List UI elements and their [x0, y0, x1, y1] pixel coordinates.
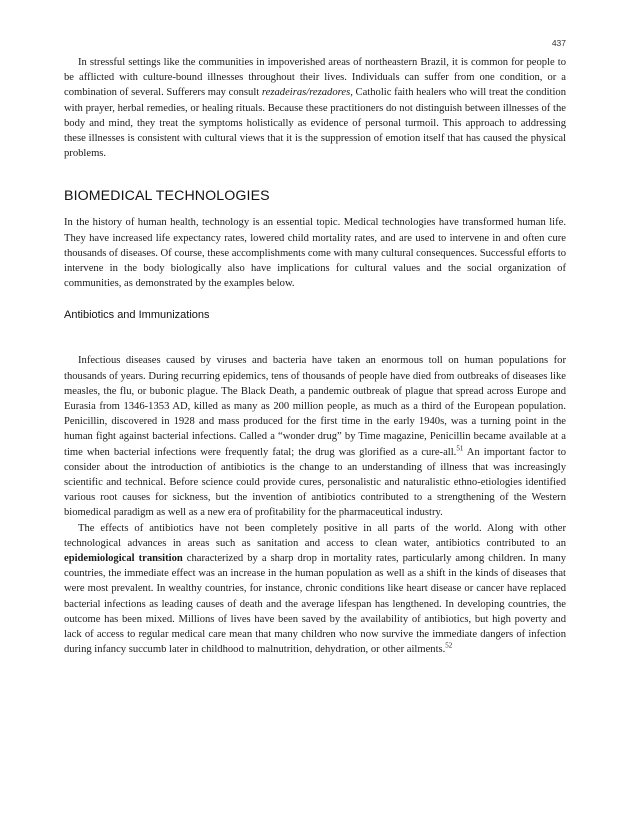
text-run: In stressful settings like the communities in impoverished areas of northeastern Brazil, it is common for people to be afflicted with culture-bound illnesses throughout their lives. Individuals can suffer from one condition, or a combination of several. Sufferers may consult — [64, 57, 566, 99]
bold-term: epidemiological transition — [64, 553, 183, 565]
page-number: 437 — [551, 38, 566, 48]
text-run: , Catholic faith healers who will treat the condition with prayer, herbal remedies, or healing rituals. Because these practitioners do not distinguish between illnesses of the body and mind, they treat the symptoms holistically as evidence of personal turmoil. This approach to addressing these illnesses is consistent with cultural views that it is the suppression of emotion itself that has caused the physical problems. — [64, 87, 566, 160]
italic-term: rezadeiras/rezadores — [261, 87, 351, 99]
page-content — [64, 55, 566, 658]
paragraph-infectious-diseases — [64, 353, 566, 520]
paragraph-effects-of-antibiotics — [64, 521, 566, 658]
subsection-heading-antibiotics: Antibiotics and Immunizations — [64, 309, 210, 322]
text-run: Infectious diseases caused by viruses and bacteria have taken an enormous toll on human populations for thousands of years. During recurring epidemics, tens of thousands of people have died from outbreaks of diseases like measles, the flu, or bubonic plague. The Black Death, a pandemic outbreak of plague that spread across Europe and Eurasia from 1346-1353 AD, killed as many as 200 million people, as much as a third of the European population. Penicillin, discovered in 1928 and mass produced for the first time in the early 1940s, was a turning point in the human fight against bacterial infections. Called a “wonder drug” by Time magazine, Penicillin became available at a time when bacterial infections were frequently fatal; the drug was glorified as a cure-all. — [64, 355, 566, 458]
footnote-reference: 52 — [445, 641, 453, 650]
text-run: characterized by a sharp drop in mortality rates, particularly among children. In many countries, the immediate effect was an increase in the human population as well as a shift in the kinds of diseases that were most prevalent. In wealthy countries, for instance, chronic conditions like heart disease or cancer have replaced bacterial infections as leading causes of death and the average lifespan has lengthened. In developing countries, the outcome has been mixed. Millions of lives have been saved by the availability of antibiotics, but high poverty and lack of access to regular medical care mean that many children who now survive the immediate dangers of infection during infancy succumb later in childhood to malnutrition, dehydration, or other ailments. — [64, 553, 566, 656]
text-run: An important factor to consider about the introduction of antibiotics is the change to an understanding of illness that was increasingly scientific and technical. Before science could provide cures, personalistic and naturalistic ethno-etiologies identified various root causes for sickness, but the invention of antibiotics contributed to a strengthening of the Western biomedical paradigm as well as a new era of profitability for the pharmaceutical industry. — [64, 446, 567, 519]
paragraph-culture-bound-illnesses — [64, 55, 566, 161]
section-heading-biomedical-technologies: BIOMEDICAL TECHNOLOGIES — [64, 188, 270, 205]
text-run: The effects of antibiotics have not been completely positive in all parts of the world. Along with other technological advances in areas such as sanitation and access to clean water, antibiotics contributed to an — [64, 522, 566, 549]
paragraph-medical-technologies: In the history of human health, technology is an essential topic. Medical technologies have transformed human life. They have increased life expectancy rates, lowered child mortality rates, and are used to intervene in and often cure thousands of diseases. Of course, these accomplishments come with many cultural consequences. Successful efforts to intervene in the body biologically also have implications for cultural values and the social organization of communities, as demonstrated by the examples below. — [64, 217, 566, 290]
footnote-reference: 51 — [456, 444, 464, 453]
